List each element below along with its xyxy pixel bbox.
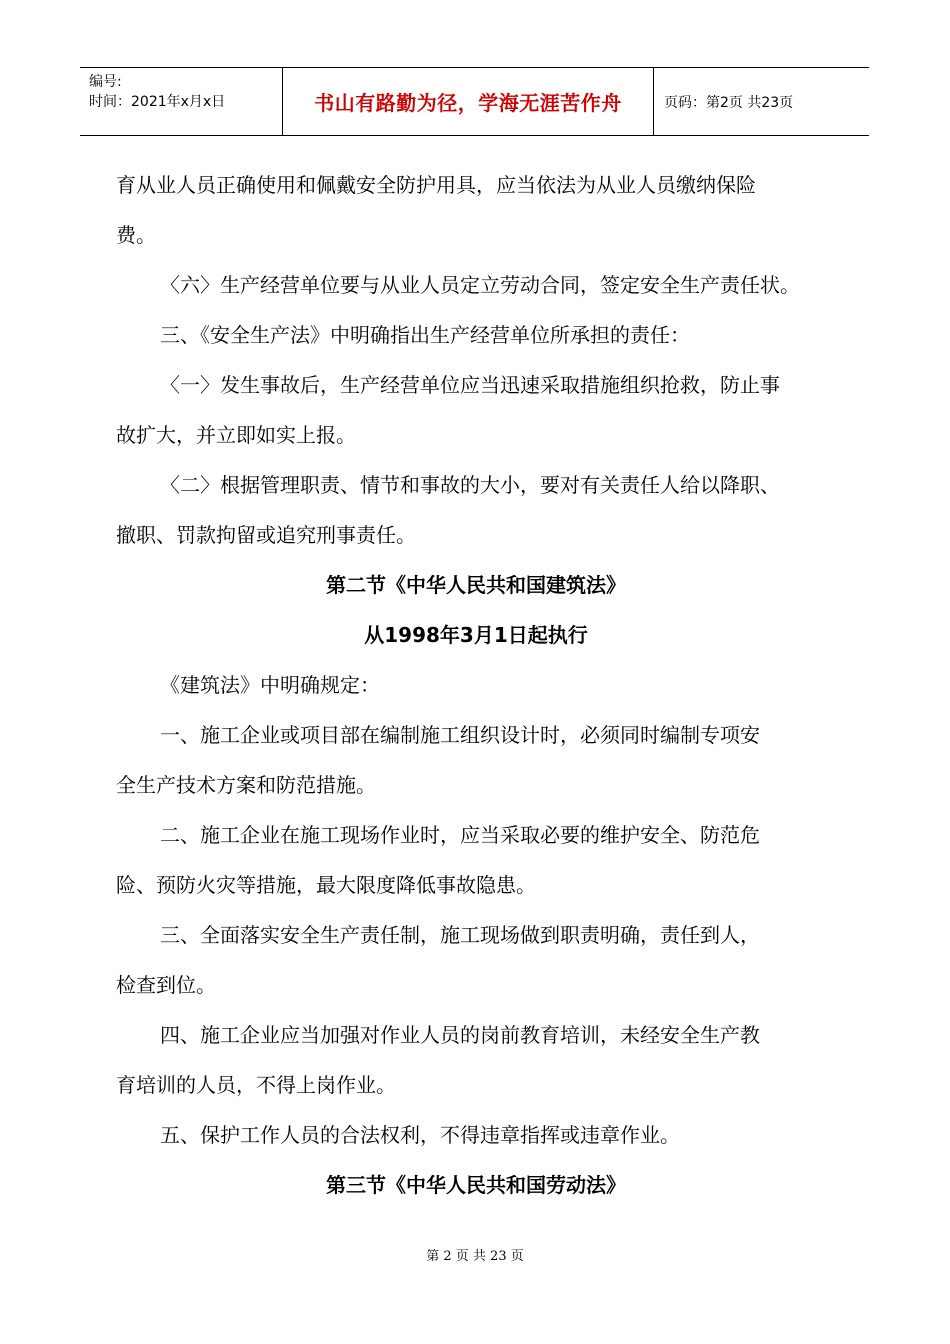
body-line: 二、施工企业在施工现场作业时，应当采取必要的维护安全、防范危	[160, 823, 760, 847]
section-subheading: 从1998年3月1日起执行	[364, 623, 588, 647]
body-line: 三、《安全生产法》中明确指出生产经营单位所承担的责任：	[160, 323, 690, 347]
document-date: 时间：2021年x月x日	[89, 94, 226, 110]
body-line: 费。	[116, 223, 156, 247]
body-line: 全生产技术方案和防范措施。	[116, 773, 376, 797]
section-heading: 第二节《中华人民共和国建筑法》	[326, 573, 626, 597]
header-meta	[80, 68, 283, 135]
header-motto: 书山有路勤为径，学海无涯苦作舟	[283, 68, 654, 135]
body-line: 险、预防火灾等措施，最大限度降低事故隐患。	[116, 873, 536, 897]
body-line: 五、保护工作人员的合法权利，不得违章指挥或违章作业。	[160, 1123, 680, 1147]
body-line: 四、施工企业应当加强对作业人员的岗前教育培训，未经安全生产教	[160, 1023, 760, 1047]
page-footer: 第 2 页 共 23 页	[426, 1249, 524, 1264]
body-line: 故扩大，并立即如实上报。	[116, 423, 356, 447]
body-line: 〈一〉发生事故后，生产经营单位应当迅速采取措施组织抢救，防止事	[160, 373, 780, 397]
body-line: 一、施工企业或项目部在编制施工组织设计时，必须同时编制专项安	[160, 723, 760, 747]
body-line: 育从业人员正确使用和佩戴安全防护用具，应当依法为从业人员缴纳保险	[116, 173, 756, 197]
document-body	[116, 160, 836, 1210]
body-line: 《建筑法》中明确规定：	[160, 673, 380, 697]
body-line: 〈六〉生产经营单位要与从业人员定立劳动合同，签定安全生产责任状。	[160, 273, 800, 297]
body-line: 三、全面落实安全生产责任制，施工现场做到职责明确，责任到人，	[160, 923, 760, 947]
body-line: 检查到位。	[116, 973, 216, 997]
section-heading: 第三节《中华人民共和国劳动法》	[326, 1173, 626, 1197]
body-line: 育培训的人员，不得上岗作业。	[116, 1073, 396, 1097]
header-page-code: 页码：第2页 共23页	[664, 94, 794, 111]
page-header	[80, 67, 869, 136]
body-line: 〈二〉根据管理职责、情节和事故的大小，要对有关责任人给以降职、	[160, 473, 780, 497]
document-number-label: 编号:	[89, 74, 122, 90]
body-line: 撤职、罚款拘留或追究刑事责任。	[116, 523, 416, 547]
